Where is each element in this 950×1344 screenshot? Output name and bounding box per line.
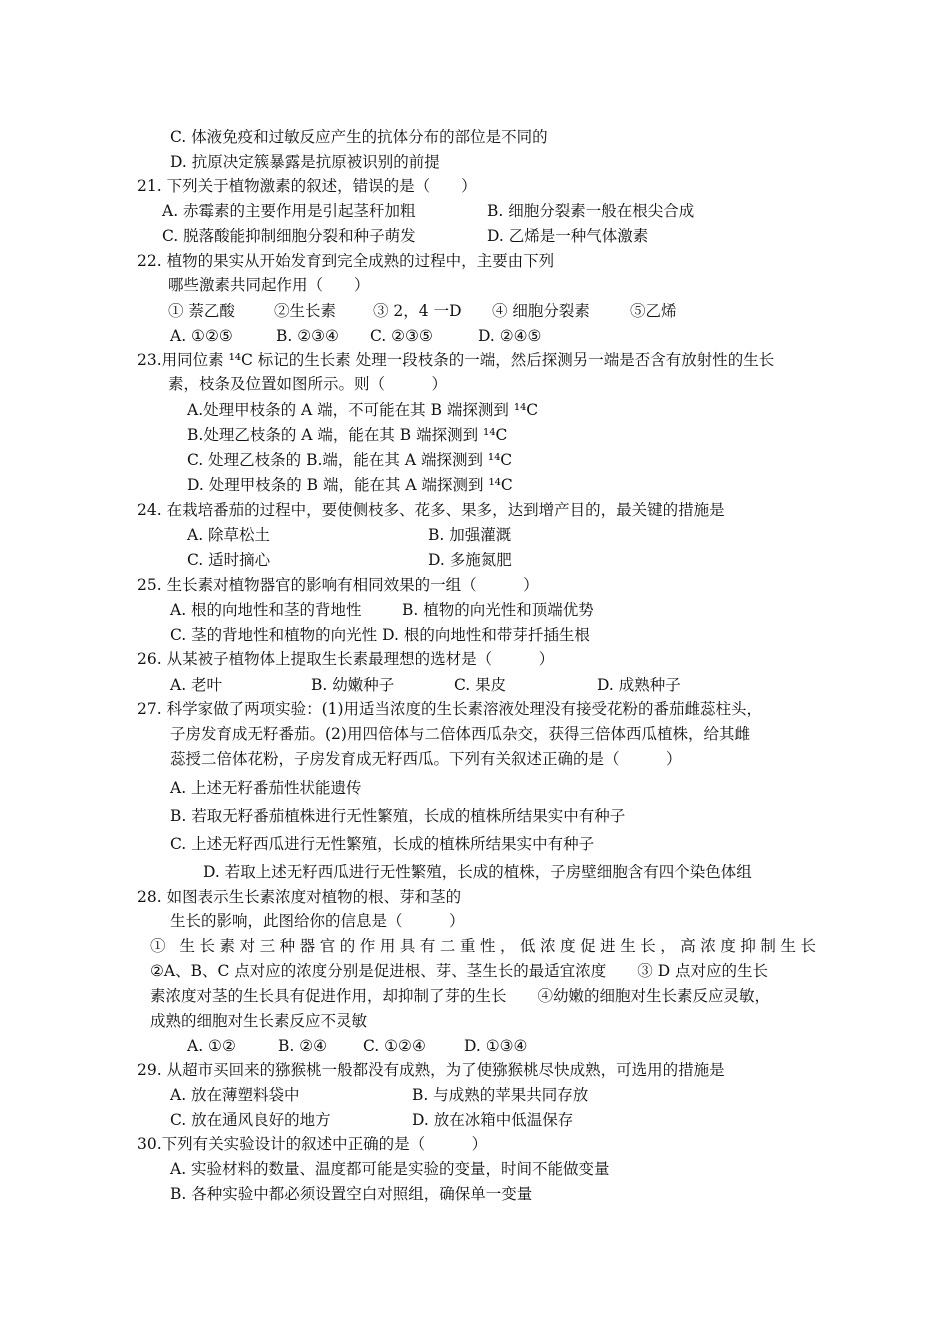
q27-stem-line2: 子房发育成无籽番茄。(2)用四倍体与二倍体西瓜杂交，获得三倍体西瓜植株，给其雌 xyxy=(170,725,750,743)
q22-item-4: ④ 细胞分裂素 xyxy=(492,302,590,320)
q20-option-d: D. 抗原决定簇暴露是抗原被识别的前提 xyxy=(170,153,440,171)
q28-info-line1: ① 生长素对三种器官的作用具有二重性，低浓度促进生长，高浓度抑制生长 xyxy=(150,937,816,955)
q26-option-d: D. 成熟种子 xyxy=(597,676,681,694)
q22-option-b: B. ②③④ xyxy=(276,327,339,345)
q22-stem-line2: 哪些激素共同起作用（ ） xyxy=(168,276,370,294)
q25-option-b: B. 植物的向光性和顶端优势 xyxy=(402,601,594,619)
q24-option-d: D. 多施氮肥 xyxy=(428,551,512,569)
q21-option-b: B. 细胞分裂素一般在根尖合成 xyxy=(487,202,695,220)
q29-option-b: B. 与成熟的苹果共同存放 xyxy=(412,1086,589,1104)
q21-option-d: D. 乙烯是一种气体激素 xyxy=(487,227,649,245)
q22-item-5: ⑤乙烯 xyxy=(630,302,677,320)
q26-stem: 26. 从某被子植物体上提取生长素最理想的选材是（ ） xyxy=(137,650,555,668)
q28-stem-line1: 28. 如图表示生长素浓度对植物的根、芽和茎的 xyxy=(137,888,462,906)
q23-stem-line2: 素，枝条及位置如图所示。则（ ） xyxy=(168,375,448,393)
q25-option-a: A. 根的向地性和茎的背地性 xyxy=(170,601,362,619)
q29-option-d: D. 放在冰箱中低温保存 xyxy=(412,1111,574,1129)
q22-item-3: ③ 2，4 一D xyxy=(373,302,462,320)
q27-option-a: A. 上述无籽番茄性状能遗传 xyxy=(170,779,362,797)
q22-stem-line1: 22. 植物的果实从开始发育到完全成熟的过程中，主要由下列 xyxy=(137,252,555,270)
q22-option-c: C. ②③⑤ xyxy=(370,327,433,345)
q30-option-b: B. 各种实验中都必须设置空白对照组，确保单一变量 xyxy=(170,1185,533,1203)
q23-option-b: B.处理乙枝条的 A 端，能在其 B 端探测到 ¹⁴C xyxy=(187,426,508,444)
q28-option-d: D. ①③④ xyxy=(464,1037,528,1055)
q30-stem: 30.下列有关实验设计的叙述中正确的是（ ） xyxy=(137,1135,488,1153)
q23-option-d: D. 处理甲枝条的 B 端，能在其 A 端探测到 ¹⁴C xyxy=(187,476,513,494)
q21-stem: 21. 下列关于植物激素的叙述，错误的是（ ） xyxy=(137,177,477,195)
q20-option-c: C. 体液免疫和过敏反应产生的抗体分布的部位是不同的 xyxy=(170,128,548,146)
q27-option-c: C. 上述无籽西瓜进行无性繁殖，长成的植株所结果实中有种子 xyxy=(170,835,595,853)
q27-stem-line3: 蕊授二倍体花粉，子房发育成无籽西瓜。下列有关叙述正确的是（ ） xyxy=(170,750,682,768)
q22-option-d: D. ②④⑤ xyxy=(478,327,542,345)
q28-stem-line2: 生长的影响，此图给你的信息是（ ） xyxy=(170,912,465,930)
q28-info-line2: ②A、B、C 点对应的浓度分别是促进根、芽、茎生长的最适宜浓度 ③ D 点对应的生长 xyxy=(150,962,769,980)
q21-option-a: A. 赤霉素的主要作用是引起茎秆加粗 xyxy=(162,202,416,220)
q26-option-b: B. 幼嫩种子 xyxy=(311,676,395,694)
q29-option-c: C. 放在通风良好的地方 xyxy=(170,1111,331,1129)
q29-option-a: A. 放在薄塑料袋中 xyxy=(170,1086,300,1104)
q24-option-b: B. 加强灌溉 xyxy=(428,526,512,544)
q28-option-c: C. ①②④ xyxy=(363,1037,426,1055)
q22-item-2: ②生长素 xyxy=(274,302,337,320)
q21-option-c: C. 脱落酸能抑制细胞分裂和种子萌发 xyxy=(162,227,416,245)
q22-option-a: A. ①②⑤ xyxy=(170,327,233,345)
q25-stem: 25. 生长素对植物器官的影响有相同效果的一组（ ） xyxy=(137,576,539,594)
q24-option-a: A. 除草松土 xyxy=(187,526,271,544)
q29-stem: 29. 从超市买回来的猕猴桃一般都没有成熟，为了使猕猴桃尽快成熟，可选用的措施是 xyxy=(137,1061,725,1079)
q23-stem-line1: 23.用同位素 ¹⁴C 标记的生长素 处理一段枝条的一端，然后探测另一端是否含有放射性的生长 xyxy=(137,351,775,369)
q24-stem: 24. 在栽培番茄的过程中，要使侧枝多、花多、果多，达到增产目的，最关键的措施是 xyxy=(137,501,725,519)
q28-option-a: A. ①② xyxy=(187,1037,236,1055)
q30-option-a: A. 实验材料的数量、温度都可能是实验的变量，时间不能做变量 xyxy=(170,1160,610,1178)
q26-option-a: A. 老叶 xyxy=(170,676,223,694)
q27-stem-line1: 27. 科学家做了两项实验：(1)用适当浓度的生长素溶液处理没有接受花粉的番茄雌蕊柱头， xyxy=(137,700,763,718)
q24-option-c: C. 适时摘心 xyxy=(187,551,271,569)
q28-info-line4: 成熟的细胞对生长素反应不灵敏 xyxy=(150,1012,368,1030)
q26-option-c: C. 果皮 xyxy=(454,676,507,694)
q25-option-c-d: C. 茎的背地性和植物的向光性 D. 根的向地性和带芽扦插生根 xyxy=(170,626,590,644)
q27-option-d: D. 若取上述无籽西瓜进行无性繁殖，长成的植株，子房壁细胞含有四个染色体组 xyxy=(203,863,752,881)
q23-option-c: C. 处理乙枝条的 B.端，能在其 A 端探测到 ¹⁴C xyxy=(187,451,513,469)
q28-info-line3: 素浓度对茎的生长具有促进作用，却抑制了芽的生长 ④幼嫩的细胞对生长素反应灵敏， xyxy=(150,987,771,1005)
q28-option-b: B. ②④ xyxy=(278,1037,328,1055)
q27-option-b: B. 若取无籽番茄植株进行无性繁殖，长成的植株所结果实中有种子 xyxy=(170,807,626,825)
q22-item-1: ① 萘乙酸 xyxy=(168,302,235,320)
q23-option-a: A.处理甲枝条的 A 端，不可能在其 B 端探测到 ¹⁴C xyxy=(187,401,539,419)
